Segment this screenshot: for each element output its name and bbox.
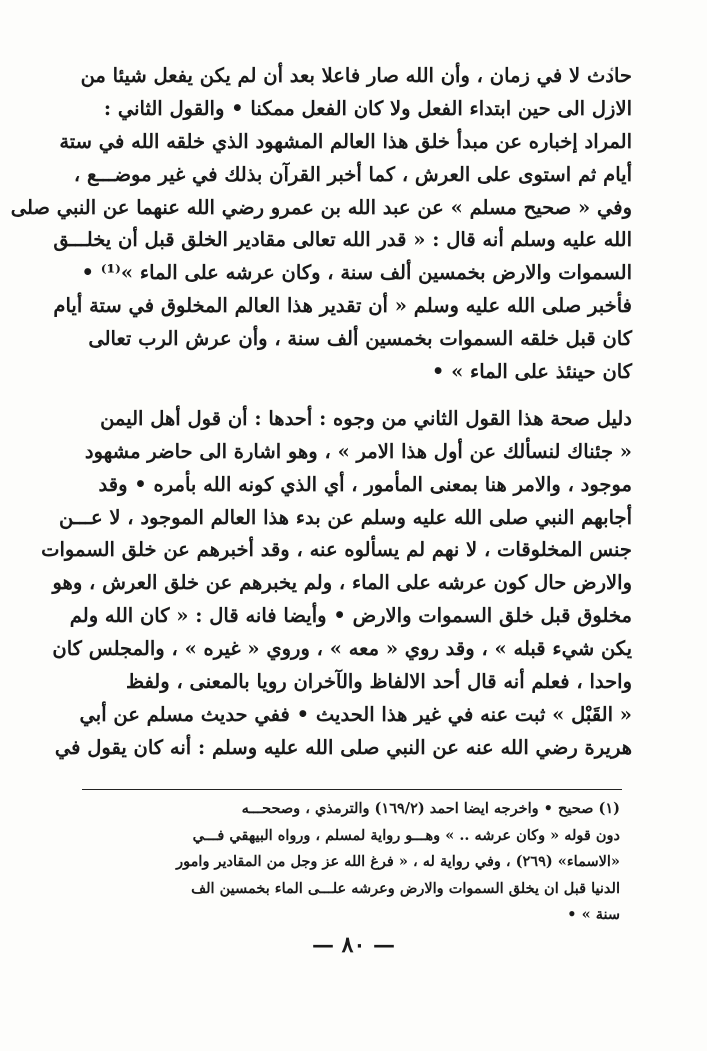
- body-line: والارض حال كون عرشه على الماء ، ولم يخبرهم عن خلق العرش ، وهو: [52, 571, 632, 595]
- body-line: السموات والارض بخمسين ألف سنة ، وكان عرشه على الماء »⁽¹⁾ •: [81, 261, 632, 285]
- body-line: دليل صحة هذا القول الثاني من وجوه : أحدها : أن قول أهل اليمن: [100, 406, 632, 430]
- body-line: يكن شيء قبله » ، وقد روي « معه » ، وروي « غيره » ، والمجلس كان: [52, 637, 632, 661]
- body-line: وفي « صحيح مسلم » عن عبد الله بن عمرو رضي الله عنهما عن النبي صلى: [10, 195, 632, 219]
- body-line: « جئناك لنسألك عن أول هذا الامر » ، وهو اشارة الى حاضر مشهود: [84, 439, 632, 463]
- body-line: هريرة رضي الله عنه عن النبي صلى الله عليه وسلم : أنه كان يقول في: [54, 735, 632, 759]
- main-text: [10, 60, 632, 765]
- footnote-line: (١) صحيح • واخرجه ايضا احمد (١٦٩/٢) والترمذي ، وصححـــه: [241, 800, 620, 817]
- body-line: جنس المخلوقات ، لا نهم لم يسألوه عنه ، وقد أخبرهم عن خلق السموات: [41, 538, 632, 562]
- body-line: الازل الى حين ابتداء الفعل ولا كان الفعل ممكنا • والقول الثاني :: [103, 96, 632, 120]
- page-number: — ٨٠ —: [312, 932, 395, 958]
- footnote-line: دون قوله « وكان عرشه .. » وهـــو رواية لمسلم ، ورواه البيهقي فـــي: [192, 826, 620, 844]
- footnote-line: سنة » •: [567, 906, 620, 923]
- body-line: مخلوق قبل خلق السموات والارض • وأيضا فانه قال : « كان الله ولم: [69, 604, 632, 628]
- body-line: كان حينئذ على الماء » •: [431, 360, 632, 384]
- body-line: واحدا ، فعلم أنه قال أحد الالفاظ والآخران رويا بالمعنى ، ولفظ: [125, 670, 632, 694]
- body-line: أيام ثم استوى على العرش ، كما أخبر القرآن بذلك في غير موضـــع ،: [73, 162, 632, 186]
- body-line: كان قبل خلقه السموات بخمسين ألف سنة ، وأن عرش الرب تعالى: [88, 327, 632, 351]
- body-line: أجابهم النبي صلى الله عليه وسلم عن بدء هذا العالم الموجود ، لا عـــن: [58, 505, 632, 529]
- body-line: الله عليه وسلم أنه قال : « قدر الله تعالى مقادير الخلق قبل أن يخلـــق: [53, 228, 632, 252]
- footnote-line: الدنيا قبل ان يخلق السموات والارض وعرشه علـــى الماء بخمسين الف: [191, 879, 620, 897]
- body-line: « القَبْل » ثبت عنه في غير هذا الحديث • ففي حديث مسلم عن أبي: [79, 702, 632, 726]
- footnote-separator: [82, 789, 622, 790]
- body-line: موجود ، والامر هنا بمعنى المأمور ، أي الذي كونه الله بأمره • وقد: [98, 472, 632, 496]
- footnote-line: «الاسماء» (٢٦٩) ، وفي رواية له ، « فرغ الله عز وجل من المقادير وامور: [176, 853, 620, 870]
- body-line: حادث لا في زمان ، وأن الله صار فاعلا بعد أن لم يكن يفعل شيئا من: [80, 64, 632, 87]
- footnotes: [82, 796, 620, 929]
- paragraph-gap: [76, 389, 632, 403]
- body-line: فأخبر صلى الله عليه وسلم « أن تقدير هذا العالم المخلوق في ستة أيام: [53, 294, 632, 318]
- body-line: المراد إخباره عن مبدأ خلق هذا العالم المشهود الذي خلقه الله في ستة: [59, 129, 632, 153]
